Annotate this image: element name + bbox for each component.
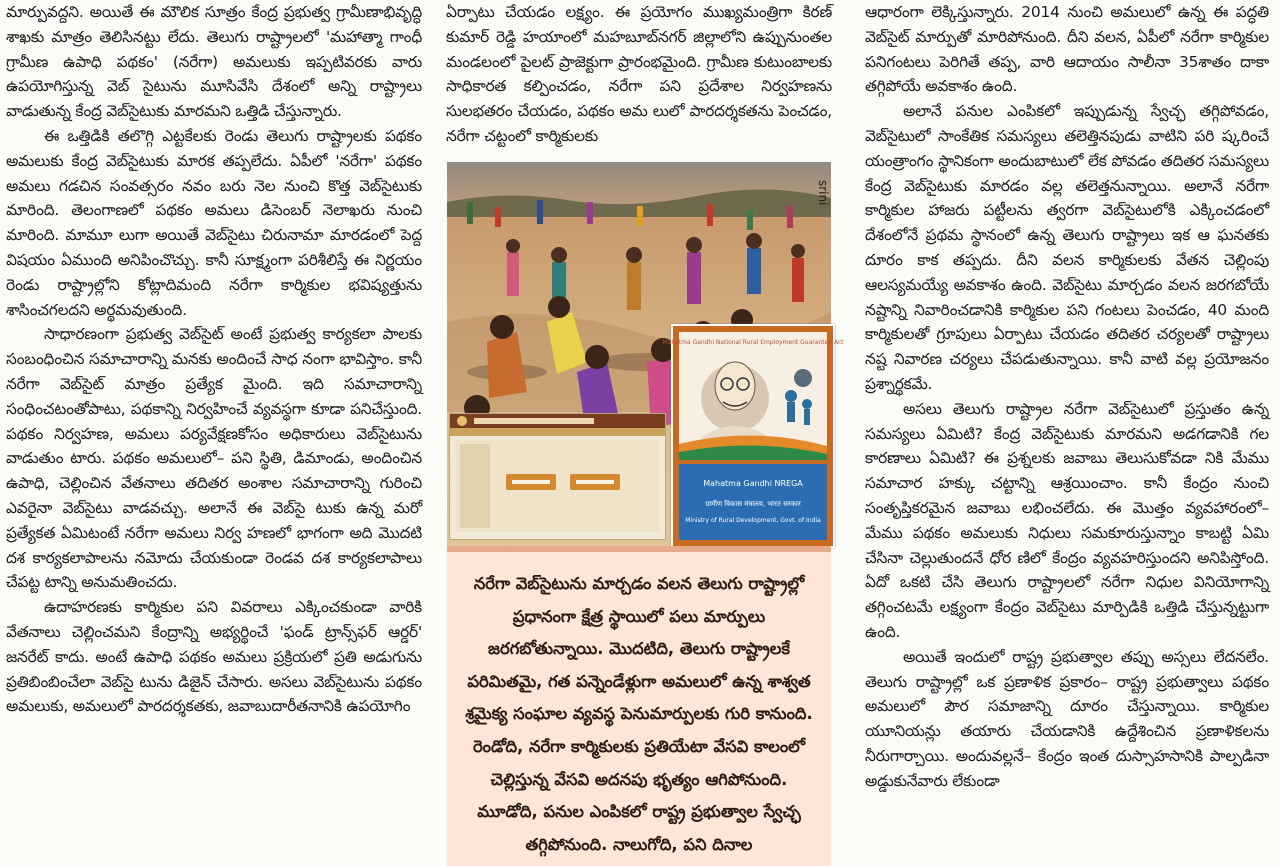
right-paragraph-4: అయితే ఇందులో రాష్ట్ర ప్రభుత్వాల తప్పు అస్సలు లేదనలేం. తెలుగు రాష్ట్రాల్లో ఒక ప్రణాళిక ప్రకారం– రాష్ట్ర ప్రభుత్వాలు పథకం అమలులో పౌర సమాజాన్ని దూరం చేస్తున్నాయి. కార్మికుల యూనియన్లు తయారు చేయడానికి ఉద్దేశించిన ప్రణాళికలను నీరుగార్చాయి. అందువల్లనే– కేంద్రం ఇంత దుస్సాహసానికి పాల్పడినా అడ్డుకునేవారు లేకుండా [865, 647, 1269, 790]
right-paragraph-3: అసలు తెలుగు రాష్ట్రాల నరేగా వెబ్‌సైటులో ప్రస్తుతం ఉన్న సమస్యలు ఏమిటి? కేంద్ర వెబ్‌సైటుకు మారమని అడగడానికి గల కారణాలు ఏమిటి? ఈ ప్రశ్నలకు జవాబు తెలుసుకోవడా నికి మేము సమాచార హక్కు చట్టాన్ని ఆశ్రయించాం. కానీ కేంద్రం నుంచి సంతృప్తికరమైన జవాబు లభించలేదు. ఈ మొత్తం వ్యవహారంలో– మేము పథకం అమలుకు నిధులు సమకూరుస్తున్నాం కాబట్టి ఏమి చేసినా చెల్లుతుందనే ధోర ణిలో కేంద్రం వ్యవహరిస్తుందని అనిపిస్తోంది. ఏదో ఒకటి చేసి తెలుగు రాష్ట్రాలలో నరేగా నిధుల వినియోగాన్ని తగ్గించటమే లక్ష్యంగా కేంద్రం వెబ్‌సైటు మార్పిడికి ఒత్తిడి చేస్తున్నట్టుగా ఉంది. [865, 399, 1269, 641]
poster-top-label: Mahatma Gandhi National Rural Employment Guarantee Act [662, 339, 844, 346]
nrega-poster [662, 324, 844, 548]
right-paragraph-1: ఆధారంగా లెక్కిస్తున్నారు. 2014 నుంచి అమలులో ఉన్న ఈ పద్ధతి వెబ్‌సైట్ మార్పుతో మారిపోనుంది. దీని వలన, ఏపీలో నరేగా కార్మికుల పనిగంటలు పెరిగితే తప్ప, వారి ఆదాయం సాలీనా 35శాతం దాకా తగ్గిపోయే అవకాశం ఉంది. [865, 3, 1269, 96]
left-column [6, 0, 422, 719]
highlight-text: నరేగా వెబ్‌సైటును మార్చడం వలన తెలుగు రాష్ట్రాల్లో ప్రధానంగా క్షేత్ర స్థాయిలో పలు మార్పులు జరగబోతున్నాయి. మొదటిది, తెలుగు రాష్ట్రాలకే పరిమితమై, గత పన్నెండేళ్లుగా అమలులో ఉన్న శాశ్వత శ్రమైక్య సంఘాల వ్యవస్థ పెనుమార్పులకు గురి కానుంది. రెండోది, నరేగా కార్మికులకు ప్రతియేటా వేసవి కాలంలో చెల్లిస్తున్న వేసవి అదనపు భృత్యం ఆగిపోనుంది. మూడోది, పనుల ఎంపికలో రాష్ట్ర ప్రభుత్వాల స్వేచ్ఛ తగ్గిపోనుంది. నాలుగోది, పని దినాల [465, 574, 813, 854]
poster-ministry: Ministry of Rural Development, Govt. of India [685, 517, 821, 524]
poster-hindi: ग्रामीण विकास मंत्रालय, भारत सरकार [705, 500, 801, 508]
highlight-box [447, 546, 831, 866]
left-paragraph-3: సాధారణంగా ప్రభుత్వ వెబ్‌సైట్ అంటే ప్రభుత్వ కార్యకలా పాలకు సంబంధించిన సమాచారాన్ని మనకు అందించే సాధ నంగా భావిస్తాం. కానీ నరేగా వెబ్‌సైట్ మాత్రం ప్రత్యేక మైంది. ఇది సమాచారాన్ని సంధించటంతోపాటు, పథకాన్ని నిర్వహించే వ్యవస్థగా కూడా పనిచేస్తుంది. పథకం నిర్వహణ, అమలు పర్యవేక్షణకోసం అధికారులు వెబ్‌సైటును వాడుతుం టారు. పథకం అమలులో– పని స్థితి, డిమాండు, అందించిన ఉపాధి, చెల్లించిన వేతనాలు తదితర అంశాల సమాచారాన్ని గురించి ఎవరైనా వెబ్‌సైటు వాడవచ్చు. అలానే ఈ వెబ్‌సై టుకు ఉన్న మరో ప్రత్యేకత ఏమిటంటే నరేగా అమలు నిర్వ హణలో భాగంగా అది మొదటి దశ కార్యకలాపాలను నమోదు చేయకుండా రెండవ దశ కార్యకలాపాలు చేపట్ట టాన్ని అనుమతించదు. [6, 325, 422, 592]
middle-column-top [446, 0, 832, 149]
left-paragraph-2: ఈ ఒత్తిడికి తలొగ్గి ఎట్టకేలకు రెండు తెలుగు రాష్ట్రాలకు పథకం అమలుకు కేంద్ర వెబ్‌సైటుకు మారక తప్పలేదు. ఏపీలో 'నరేగా' పథకం అమలు గడచిన సంవత్సరం నవం బరు నెల నుంచి కొత్త వెబ్‌సైటుకు మారింది. తెలంగాణలో పథకం అమలు డిసెంబర్ నెలాఖరు నుంచి మారింది. మామూ లుగా అయితే వెబ్‌సైటు చిరునామా మారడంలో పెద్ద విషయం ఏముంది అనిపించొచ్చు. కానీ సూక్ష్మంగా పరిశీలిస్తే ఈ నిర్ణయం రెండు రాష్ట్రాల్లోని కోట్లాదిమంది నరేగా కార్మికుల భవిష్యత్తును శాసించగలదని అర్థమవుతుంది. [6, 126, 422, 319]
middle-paragraph: ఏర్పాటు చేయడం లక్ష్యం. ఈ ప్రయోగం ముఖ్యమంత్రిగా కిరణ్ కుమార్ రెడ్డి హయాంలో మహబూబ్‌నగర్ జిల్లాలోని ఉప్పునుంతల మండలంలో పైలట్ ప్రాజెక్టుగా ప్రారంభమైంది. గ్రామీణ కుటుంబాలకు సాధికారత కల్పించడం, నరేగా పని ప్రదేశాల నిర్వహణను సులభతరం చేయడం, పథకం అమ లులో పారదర్శకతను పెంచడం, నరేగా చట్టంలో కార్మికులకు [446, 3, 832, 145]
website-screenshot-image [450, 414, 665, 539]
nrega-poster-image [662, 326, 844, 546]
right-paragraph-2: అలానే పనుల ఎంపికలో ఇప్పుడున్న స్వేచ్ఛ తగ్గిపోవడం, వెబ్‌సైటులో సాంకేతిక సమస్యలు తలెత్తినపుడు వాటిని పరి ష్కరించే యంత్రాంగం స్థానికంగా అందుబాటులో లేక పోవడం తదితర సమస్యలు కేంద్ర వెబ్‌సైటుకు మారడం వల్ల తలెత్తనున్నాయి. అలానే నరేగా కార్మికుల హాజరు పట్టీలను త్వరగా వెబ్‌సైటులోకి ఎక్కించడంలో దేశంలోనే ప్రథమ స్థానంలో ఉన్న తెలుగు రాష్ట్రాలు ఇక ఆ ఘనతకు దూరం కాక తప్పదు. దీని వలన కార్మికులకు వేతన చెల్లింపు ఆలస్యమయ్యే అవకాశం ఉంది. వెబ్‌సైటు మార్చడం వలన జరగబోయే నష్టాన్ని నివారించడానికి కార్మికుల పని గంటలు పెంచడం, 40 మంది కార్మికులతో గ్రూపులు ఏర్పాటు చేయడం తదితర చర్యలతో రాష్ట్రాలు నష్ట నివారణ చర్యలు చేపడుతున్నాయి. కానీ వాటి వల్ల ప్రయోజనం ప్రశ్నార్థకమే. [865, 102, 1269, 393]
website-screenshot [449, 413, 666, 540]
poster-brand: Mahatma Gandhi NREGA [703, 479, 803, 488]
left-paragraph-4: ఉదాహరణకు కార్మికుల పని వివరాలు ఎక్కించకుండా వారికి వేతనాలు చెల్లించమని కేంద్రాన్ని అభ్యర్థించే 'ఫండ్ ట్రాన్స్‌ఫర్ ఆర్డర్' జనరేట్ కాదు. అంటే ఉపాధి పథకం అమలు ప్రక్రియలో ప్రతి అడుగును ప్రతిబింబించేలా వెబ్‌సై టును డిజైన్ చేసారు. అసలు వెబ్‌సైటును పథకం అమలుకు, అమలులో పారదర్శకతకు, జవాబుదారీతనానికి ఉపయోగిం [6, 598, 422, 716]
left-paragraph-1: మార్పువద్దని. అయితే ఈ మౌలిక సూత్రం కేంద్ర ప్రభుత్వ గ్రామీణాభివృద్ధి శాఖకు మాత్రం తెలిసినట్టు లేదు. తెలుగు రాష్ట్రాలలో 'మహాత్మా గాంధీ గ్రామీణ ఉపాధి పథకం' (నరేగా) అమలుకు ఇప్పటివరకు వారు ఉపయోగిస్తున్న వెబ్ సైటును మూసివేసి దేశంలో అన్ని రాష్ట్రాలు వాడుతున్న కేంద్ర వెబ్‌సైటుకు మారమని ఒత్తిడి చేస్తున్నారు. [6, 3, 422, 121]
right-column [865, 0, 1269, 794]
photo-credit: srini [816, 180, 830, 206]
